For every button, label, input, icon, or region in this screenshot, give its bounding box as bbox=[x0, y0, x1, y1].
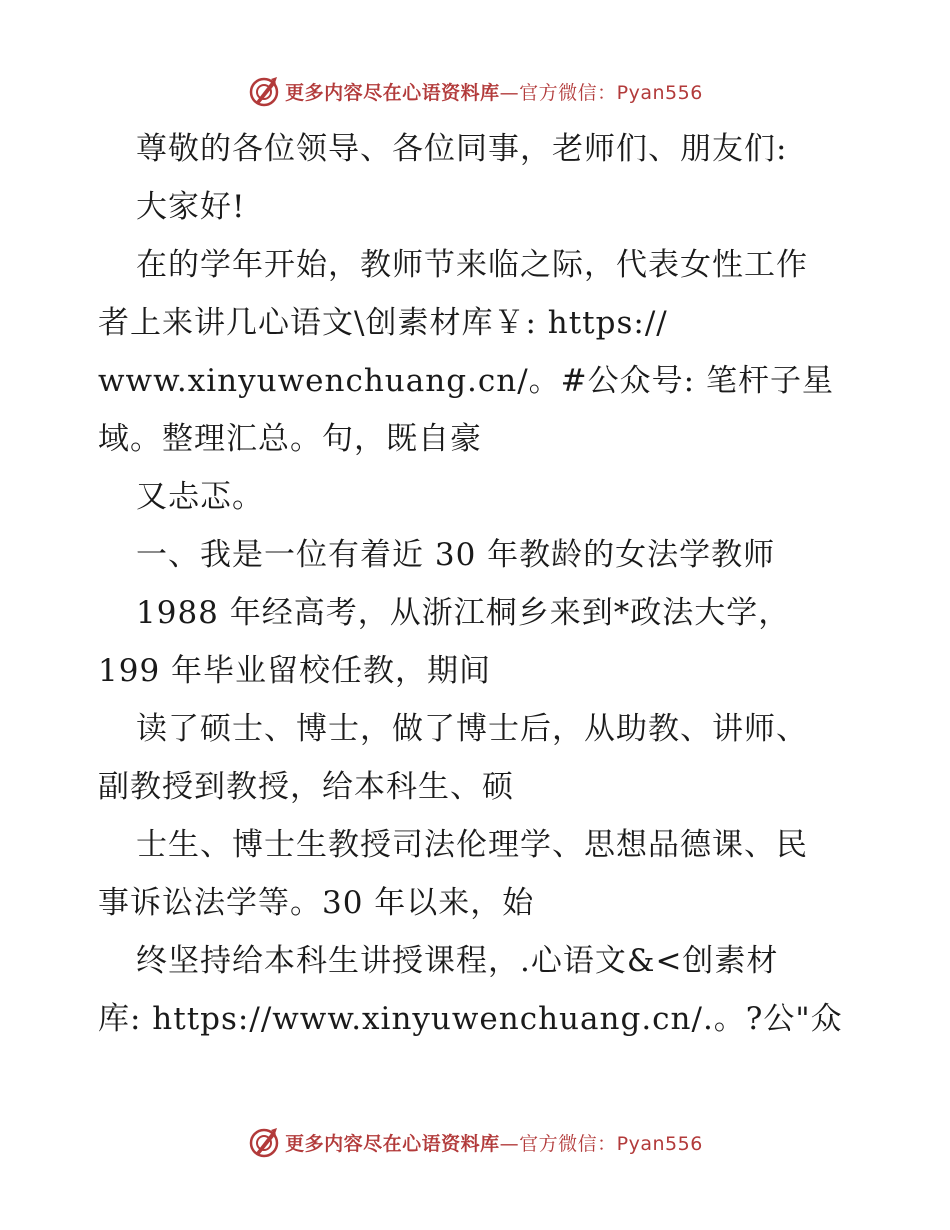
brand-logo-icon bbox=[247, 1125, 281, 1159]
footer-banner-text: 更多内容尽在心语资料库—官方微信：Pyan556 bbox=[285, 1132, 703, 1155]
text-line: 在的学年开始，教师节来临之际，代表女性工作 bbox=[136, 247, 808, 283]
text-line: www.xinyuwenchuang.cn/。#公众号: 笔杆子星 bbox=[98, 363, 834, 399]
text-line: 事诉讼法学等。30 年以来，始 bbox=[98, 885, 535, 921]
text-line: 大家好! bbox=[136, 189, 246, 225]
header-banner-text: 更多内容尽在心语资料库—官方微信：Pyan556 bbox=[285, 81, 703, 104]
text-line: 尊敬的各位领导、各位同事，老师们、朋友们: bbox=[136, 131, 788, 167]
document-body bbox=[98, 120, 858, 1048]
text-line: 者上来讲几心语文\创素材库￥: https:// bbox=[98, 305, 668, 341]
text-line: 199 年毕业留校任教，期间 bbox=[98, 653, 492, 689]
footer-banner bbox=[0, 1122, 950, 1162]
brand-logo-icon bbox=[247, 74, 281, 108]
header-banner bbox=[0, 71, 950, 111]
text-line: 又忐忑。 bbox=[136, 479, 264, 515]
text-line: 域。整理汇总。句，既自豪 bbox=[98, 421, 482, 457]
text-line: 1988 年经高考，从浙江桐乡来到*政法大学， bbox=[136, 595, 791, 631]
text-line: 副教授到教授，给本科生、硕 bbox=[98, 769, 514, 805]
text-line: 终坚持给本科生讲授课程，.心语文&<创素材 bbox=[136, 943, 779, 979]
text-line: 士生、博士生教授司法伦理学、思想品德课、民 bbox=[136, 827, 808, 863]
text-line: 一、我是一位有着近 30 年教龄的女法学教师 bbox=[136, 537, 776, 573]
text-line: 读了硕士、博士，做了博士后，从助教、讲师、 bbox=[136, 711, 808, 747]
text-line: 库: https://www.xinyuwenchuang.cn/.。?公"众 bbox=[98, 1001, 843, 1037]
